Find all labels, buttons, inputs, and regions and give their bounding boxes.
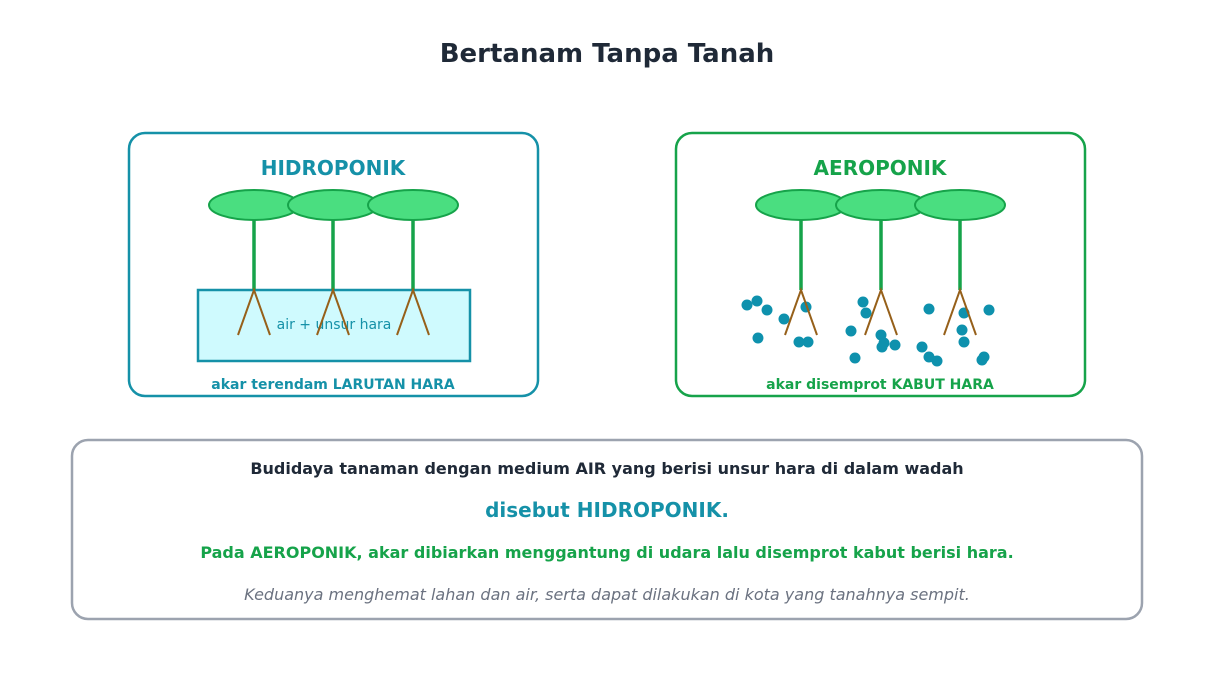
hydro-plant-leaf-2 <box>288 190 378 220</box>
hydroponik-caption: akar terendam LARUTAN HARA <box>211 377 455 393</box>
aeroponik-title: AEROPONIK <box>813 156 947 180</box>
water-label: air + unsur hara <box>276 317 392 333</box>
mist-drop-6 <box>753 333 764 344</box>
mist-drop-20 <box>957 325 968 336</box>
info-line-2: disebut HIDROPONIK. <box>485 498 729 522</box>
aero-plant-leaf-3 <box>915 190 1005 220</box>
aeroponik-panel <box>676 133 1085 396</box>
mist-drop-24 <box>932 356 943 367</box>
mist-drop-15 <box>890 340 901 351</box>
mist-drop-14 <box>877 342 888 353</box>
mist-drop-11 <box>846 326 857 337</box>
mist-drop-22 <box>917 342 928 353</box>
mist-drop-2 <box>752 296 763 307</box>
info-box <box>72 440 1142 619</box>
hydroponik-panel <box>129 133 538 396</box>
mist-drop-17 <box>924 304 935 315</box>
hydro-plant-leaf-3 <box>368 190 458 220</box>
page-title: Bertanam Tanpa Tanah <box>439 39 775 69</box>
mist-drop-3 <box>762 305 773 316</box>
aeroponik-caption: akar disemprot KABUT HARA <box>766 377 994 393</box>
mist-drop-21 <box>959 337 970 348</box>
aero-plant-leaf-1 <box>756 190 846 220</box>
hydro-plant-leaf-1 <box>209 190 299 220</box>
mist-drop-26 <box>977 355 988 366</box>
info-line-4: Keduanya menghemat lahan dan air, serta dapat dilakukan di kota yang tanahnya sempit. <box>244 585 970 604</box>
mist-drop-16 <box>850 353 861 364</box>
mist-drop-4 <box>779 314 790 325</box>
info-line-3: Pada AEROPONIK, akar dibiarkan menggantung di udara lalu disemprot kabut berisi hara. <box>200 543 1014 562</box>
mist-drop-1 <box>742 300 753 311</box>
mist-drop-9 <box>858 297 869 308</box>
mist-drop-10 <box>861 308 872 319</box>
mist-drop-19 <box>984 305 995 316</box>
info-line-1: Budidaya tanaman dengan medium AIR yang berisi unsur hara di dalam wadah <box>250 459 964 478</box>
hydroponik-title: HIDROPONIK <box>260 156 406 180</box>
aero-plant-leaf-2 <box>836 190 926 220</box>
mist-drop-8 <box>803 337 814 348</box>
